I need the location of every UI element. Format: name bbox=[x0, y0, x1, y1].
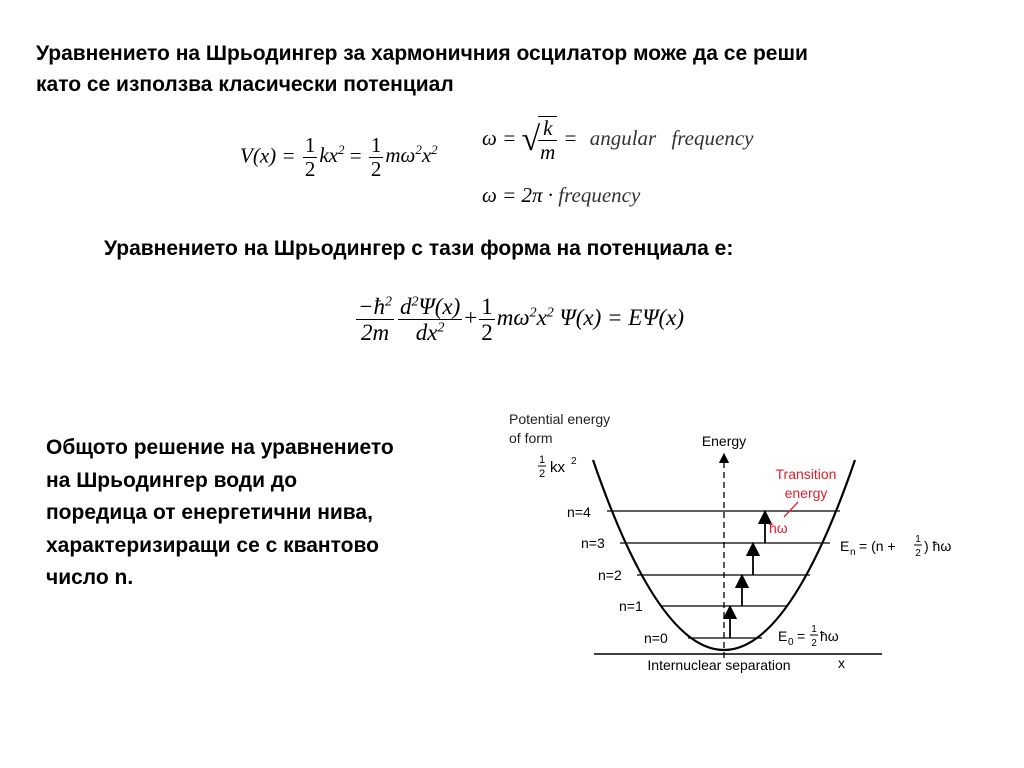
body-line-1: Общото решение на уравнението bbox=[46, 436, 394, 459]
svg-text:1: 1 bbox=[915, 534, 921, 545]
x-axis-label: Internuclear separation bbox=[647, 657, 791, 673]
psi-rhs: Ψ(x) = bbox=[559, 305, 623, 331]
level-label-n4: n=4 bbox=[567, 504, 591, 520]
e0-formula bbox=[778, 624, 839, 649]
omega-lhs: ω = bbox=[482, 125, 517, 150]
body-line-2: на Шрьодингер води до bbox=[46, 468, 298, 492]
half-fraction: $\frac{1}{2}$ bbox=[481, 294, 493, 346]
sqrt-fraction: $\frac{k}{m}$ bbox=[540, 116, 556, 165]
energy-axis-label: Energy bbox=[701, 433, 747, 449]
frequency-word: frequency bbox=[671, 125, 754, 150]
fraction-half: $\frac{1}{2}$ bbox=[304, 133, 316, 182]
hbar-omega-label: ħω bbox=[769, 520, 788, 536]
svg-text:0: 0 bbox=[788, 637, 794, 648]
body-line-3: поредица от енергетични нива, bbox=[46, 501, 373, 524]
heading-line-1: Уравнението на Шрьодингер за хармоничния осцилатор може да се реши bbox=[36, 42, 808, 65]
body-text bbox=[46, 432, 486, 595]
transition-label-line-1: Transition bbox=[775, 466, 837, 482]
svg-text:=: = bbox=[797, 628, 806, 644]
transition-label-line-2: energy bbox=[784, 485, 828, 501]
ylabel-line-2: of form bbox=[509, 430, 553, 446]
hbar-fraction: $\frac{-ħ^2}{2m}$ bbox=[358, 294, 393, 346]
plus-sign: + bbox=[464, 305, 478, 331]
schrodinger-formula bbox=[354, 294, 684, 346]
frequency-word-2: frequency bbox=[558, 183, 641, 207]
potential-formula bbox=[240, 134, 438, 181]
svg-text:1: 1 bbox=[538, 454, 546, 466]
svg-text:2: 2 bbox=[571, 456, 577, 467]
omega-2pi: ω = 2π · bbox=[482, 183, 554, 207]
level-label-n3: n=3 bbox=[581, 535, 605, 551]
omega-equals: = bbox=[564, 125, 577, 150]
level-label-n0: n=0 bbox=[644, 630, 668, 646]
ylabel-formula bbox=[538, 454, 577, 480]
x-axis-letter: x bbox=[838, 655, 845, 671]
page-heading bbox=[36, 38, 996, 100]
svg-text:E: E bbox=[840, 538, 850, 554]
m-omega-squared: $m\omega^2x^2$ bbox=[385, 142, 438, 168]
second-derivative: $\frac{d^2\Psi(x)}{dx^2}$ bbox=[400, 294, 461, 346]
body-line-5: число n. bbox=[46, 566, 134, 589]
angular-word: angular bbox=[589, 125, 657, 150]
svg-text:= (n +: = (n + bbox=[859, 538, 896, 554]
omega-formula bbox=[482, 116, 753, 164]
omega-frequency-formula bbox=[482, 183, 640, 208]
energy-level-diagram bbox=[500, 400, 1000, 690]
ylabel-line-1: Potential energy bbox=[509, 411, 611, 427]
transition-pointer bbox=[784, 502, 798, 517]
svg-text:ħω: ħω bbox=[820, 628, 839, 644]
svg-text:2: 2 bbox=[915, 548, 921, 559]
sqrt-symbol: √ bbox=[521, 121, 541, 159]
potential-term: $m\omega^2x^2$ bbox=[496, 305, 554, 331]
svg-text:kx: kx bbox=[550, 459, 565, 476]
potential-lhs: V(x) = bbox=[240, 143, 296, 168]
svg-text:2: 2 bbox=[811, 638, 817, 649]
kx-squared: $kx^2$ bbox=[319, 142, 345, 168]
e-psi: EΨ(x) bbox=[628, 305, 685, 331]
en-formula bbox=[840, 534, 951, 559]
level-label-n2: n=2 bbox=[598, 567, 622, 583]
svg-text:2: 2 bbox=[538, 468, 546, 480]
svg-text:n: n bbox=[850, 547, 856, 558]
svg-text:E: E bbox=[778, 628, 788, 644]
fraction-half-2: $\frac{1}{2}$ bbox=[370, 133, 382, 182]
equals-sign: = bbox=[349, 143, 362, 168]
svg-text:1: 1 bbox=[811, 624, 817, 635]
level-label-n1: n=1 bbox=[619, 598, 643, 614]
body-line-4: характеризиращи се с квантово bbox=[46, 533, 379, 557]
heading-line-2: като се използва класически потенциал bbox=[36, 73, 454, 96]
schrodinger-subheading: Уравнението на Шрьодингер с тази форма на потенциала е: bbox=[104, 237, 734, 260]
svg-text:) ħω: ) ħω bbox=[924, 538, 952, 554]
